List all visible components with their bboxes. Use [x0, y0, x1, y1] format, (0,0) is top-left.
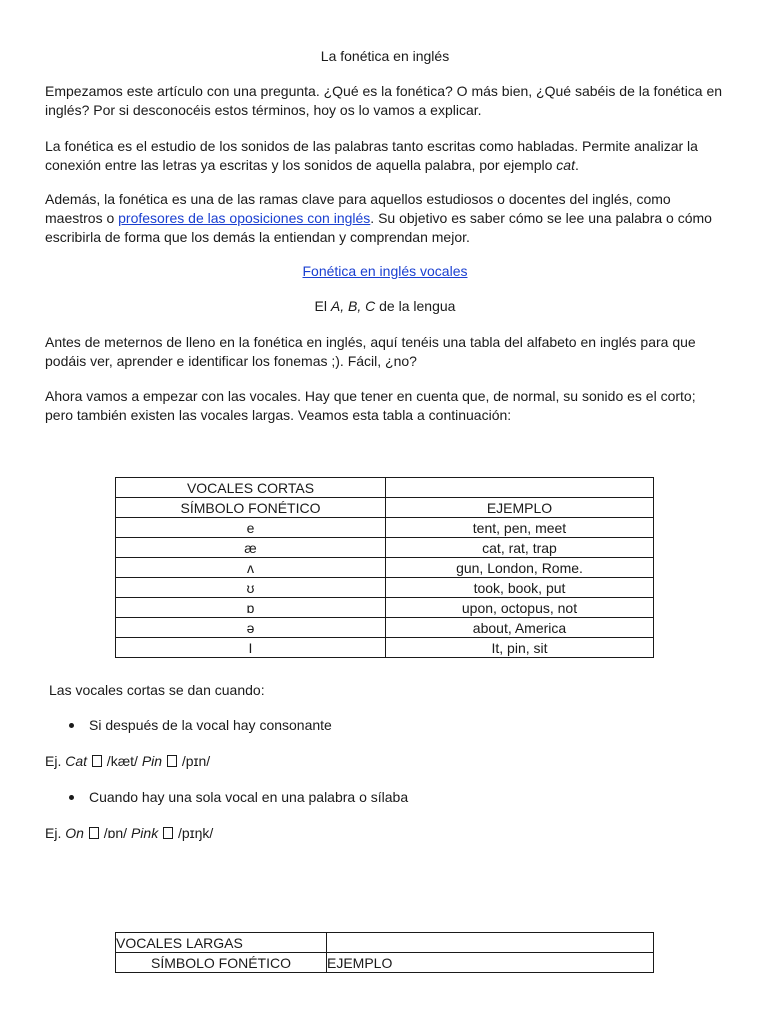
ex-word: Pink [130, 825, 159, 841]
subtitle [45, 297, 725, 316]
bullet-icon [69, 723, 74, 728]
example-cell: upon, octopus, not [386, 598, 654, 618]
alphabet-paragraph: Antes de meternos de lleno en la fonética en inglés, aquí tenéis una tabla del alfabeto en inglés para que podáis ver, aprender e identificar los fonemas ;). Fácil, ¿no? [45, 334, 696, 369]
vocales-section-link[interactable]: Fonética en inglés vocales [302, 263, 468, 279]
list-item [45, 716, 332, 735]
table-row [116, 953, 654, 973]
long-table-title: VOCALES LARGAS [116, 933, 327, 953]
ex-ipa: /pɪŋk/ [174, 825, 214, 841]
p2-example: cat [556, 157, 575, 173]
symbol-cell: ə [116, 618, 386, 638]
p2-end: . [574, 157, 579, 173]
table-row [116, 558, 654, 578]
arrow-glyph-icon [163, 827, 173, 839]
oposiciones-link[interactable]: profesores de las oposiciones con inglés [118, 210, 371, 226]
bullet-icon [69, 795, 74, 800]
arrow-glyph-icon [89, 827, 99, 839]
symbol-cell: ɒ [116, 598, 386, 618]
intro-paragraph-1: Empezamos este artículo con una pregunta. ¿Qué es la fonética? O más bien, ¿Qué sabéis de la fonética en inglés? Por si desconocéis estos términos, hoy os lo vamos a explicar. [45, 83, 723, 118]
short-table-title: VOCALES CORTAS [116, 478, 386, 498]
page-title: La fonética en inglés [320, 48, 450, 64]
short-table-title-empty [386, 478, 654, 498]
example-cell: tent, pen, meet [386, 518, 654, 538]
short-vowels-table [115, 477, 654, 658]
example-cell: about, America [386, 618, 654, 638]
bullet-text: Cuando hay una sola vocal en una palabra o sílaba [89, 789, 409, 805]
short-col-example-header: EJEMPLO [386, 498, 654, 518]
p3-after: . Su objetivo es saber cómo se lee una palabra o cómo escribirla de forma que los demás la entiendan y comprendan mejor. [45, 210, 712, 245]
p3-before: Además, la fonética es una de las ramas clave para aquellos estudiosos o docentes del inglés, como maestros o [45, 191, 671, 226]
long-vowels-table [115, 932, 654, 973]
symbol-cell: e [116, 518, 386, 538]
p2-text: La fonética es el estudio de los sonidos de las palabras tanto escritas como habladas. Permite analizar la conexión entre las letras ya escritas y los sonidos de aquella palabra, por ejemplo [45, 138, 698, 173]
vowels-paragraph: Ahora vamos a empezar con las vocales. Hay que tener en cuenta que, de normal, su sonido es el corto; pero también existen las vocales largas. Veamos esta tabla a continuación: [45, 388, 696, 423]
ex-ipa: /ɒn/ [99, 825, 131, 841]
ex-word: On [65, 825, 84, 841]
example-line-1 [45, 752, 725, 771]
table-row [116, 598, 654, 618]
long-col-symbol-header: SÍMBOLO FONÉTICO [116, 953, 327, 973]
ex-ipa: /pɪn/ [177, 753, 211, 769]
table-row [116, 518, 654, 538]
short-vowels-when: Las vocales cortas se dan cuando: [49, 682, 265, 698]
list-item [45, 788, 408, 807]
symbol-cell: ʊ [116, 578, 386, 598]
bullet-list-2 [45, 788, 408, 807]
ex-word: Pin [141, 753, 163, 769]
subtitle-after: de la lengua [375, 298, 456, 314]
table-row [116, 498, 654, 518]
example-cell: gun, London, Rome. [386, 558, 654, 578]
table-row [116, 538, 654, 558]
arrow-glyph-icon [167, 755, 177, 767]
ex-ipa: /kæt/ [102, 753, 142, 769]
example-line-2 [45, 824, 725, 843]
table-row [116, 618, 654, 638]
section-heading [45, 262, 725, 281]
ex-prefix: Ej. [45, 753, 66, 769]
long-table-title-empty [327, 933, 654, 953]
subtitle-abc: A, B, C [330, 298, 376, 314]
intro-paragraph-2 [45, 137, 725, 175]
ex-word: Cat [65, 753, 88, 769]
symbol-cell: ʌ [116, 558, 386, 578]
table-row [116, 578, 654, 598]
arrow-glyph-icon [92, 755, 102, 767]
example-cell: took, book, put [386, 578, 654, 598]
long-col-example-header: EJEMPLO [327, 953, 654, 973]
symbol-cell: I [116, 638, 386, 658]
intro-paragraph-3 [45, 190, 725, 247]
bullet-text: Si después de la vocal hay consonante [89, 717, 332, 733]
bullet-list-1 [45, 716, 332, 735]
example-cell: cat, rat, trap [386, 538, 654, 558]
table-row [116, 638, 654, 658]
ex-prefix: Ej. [45, 825, 66, 841]
short-col-symbol-header: SÍMBOLO FONÉTICO [116, 498, 386, 518]
table-row [116, 933, 654, 953]
table-row [116, 478, 654, 498]
symbol-cell: æ [116, 538, 386, 558]
example-cell: It, pin, sit [386, 638, 654, 658]
subtitle-before: El [314, 298, 331, 314]
